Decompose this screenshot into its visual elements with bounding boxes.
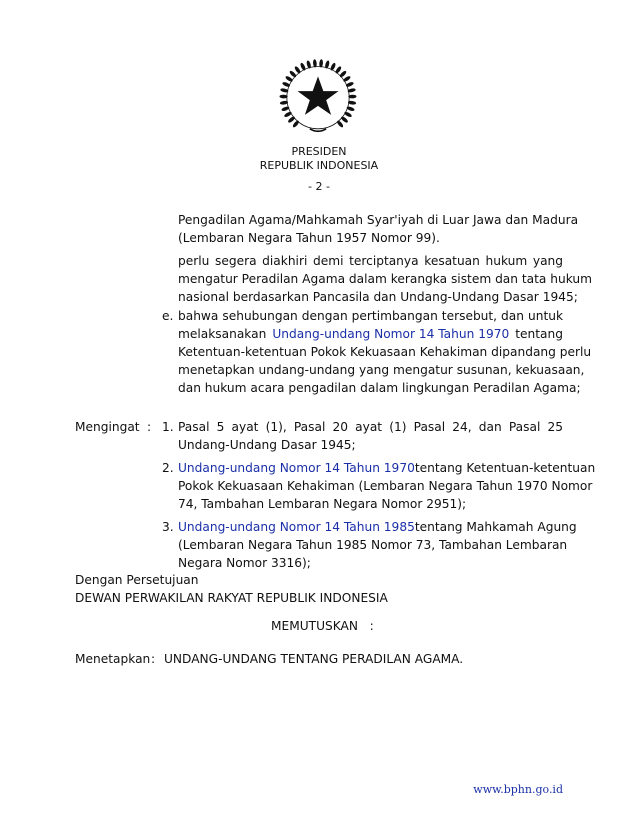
consideration-d-line: (Lembaran Negara Tahun 1957 Nomor 99). (178, 231, 440, 245)
decision-heading: MEMUTUSKAN : (271, 619, 374, 633)
mengingat-item-line: 74, Tambahan Lembaran Negara Nomor 2951); (178, 497, 467, 511)
consideration-para-line: nasional berdasarkan Pancasila dan Undang-Undang Dasar 1945; (178, 290, 578, 304)
approval-line: Dengan Persetujuan (75, 573, 199, 587)
menetapkan-label: Menetapkan (75, 652, 151, 666)
consideration-e-line: menetapkan undang-undang yang mengatur susunan, kekuasaan, (178, 363, 585, 377)
consideration-para-line: perlu segera diakhiri demi terciptanya kesatuan hukum yang (178, 254, 563, 268)
footer-url-link[interactable]: www.bphn.go.id (473, 783, 563, 796)
mengingat-item-line: Negara Nomor 3316); (178, 556, 311, 570)
mengingat-label: Mengingat (75, 420, 140, 434)
mengingat-item-marker: 1. (162, 420, 174, 434)
uu-14-1970-link[interactable]: Undang-undang Nomor 14 Tahun 1970 (272, 327, 510, 341)
mengingat-item-line-with-link (178, 518, 577, 536)
mengingat-item-text: tentang Ketentuan-ketentuan (414, 461, 596, 475)
uu-14-1970-link[interactable]: Undang-undang Nomor 14 Tahun 1970 (178, 461, 415, 475)
mengingat-item-marker: 2. (162, 461, 174, 475)
consideration-d-line: Pengadilan Agama/Mahkamah Syar'iyah di Luar Jawa dan Madura (178, 213, 579, 227)
header-title-presiden: PRESIDEN (291, 145, 347, 158)
consideration-e-line: bahwa sehubungan dengan pertimbangan tersebut, dan untuk (178, 309, 563, 323)
consideration-e-marker: e. (162, 309, 174, 323)
consideration-e-line: dan hukum acara pengadilan dalam lingkungan Peradilan Agama; (178, 381, 581, 395)
header-title-republik: REPUBLIK INDONESIA (259, 159, 379, 172)
menetapkan-colon: : (151, 652, 156, 666)
mengingat-item-text: tentang Mahkamah Agung (414, 520, 577, 534)
consideration-e-text: tentang (515, 327, 563, 341)
mengingat-item-line: (Lembaran Negara Tahun 1985 Nomor 73, Tambahan Lembaran (178, 538, 568, 552)
consideration-para-line: mengatur Peradilan Agama dalam kerangka sistem dan tata hukum (178, 272, 592, 286)
mengingat-item-line: Undang-Undang Dasar 1945; (178, 438, 356, 452)
uu-14-1985-link[interactable]: Undang-undang Nomor 14 Tahun 1985 (178, 520, 415, 534)
presidential-emblem-icon (277, 55, 359, 137)
mengingat-item-line-with-link (178, 459, 596, 477)
menetapkan-text: UNDANG-UNDANG TENTANG PERADILAN AGAMA. (164, 652, 464, 666)
mengingat-item-line: Pokok Kekuasaan Kehakiman (Lembaran Negara Tahun 1970 Nomor (178, 479, 593, 493)
page-number: - 2 - (308, 180, 330, 193)
consideration-e-line-with-link (178, 325, 563, 343)
consideration-e-text: melaksanakan (178, 327, 267, 341)
mengingat-item-line: Pasal 5 ayat (1), Pasal 20 ayat (1) Pasal 24, dan Pasal 25 (178, 420, 563, 434)
mengingat-item-marker: 3. (162, 520, 174, 534)
approval-institution: DEWAN PERWAKILAN RAKYAT REPUBLIK INDONESIA (75, 591, 388, 605)
consideration-e-line: Ketentuan-ketentuan Pokok Kekuasaan Kehakiman dipandang perlu (178, 345, 592, 359)
mengingat-colon: : (147, 420, 152, 434)
